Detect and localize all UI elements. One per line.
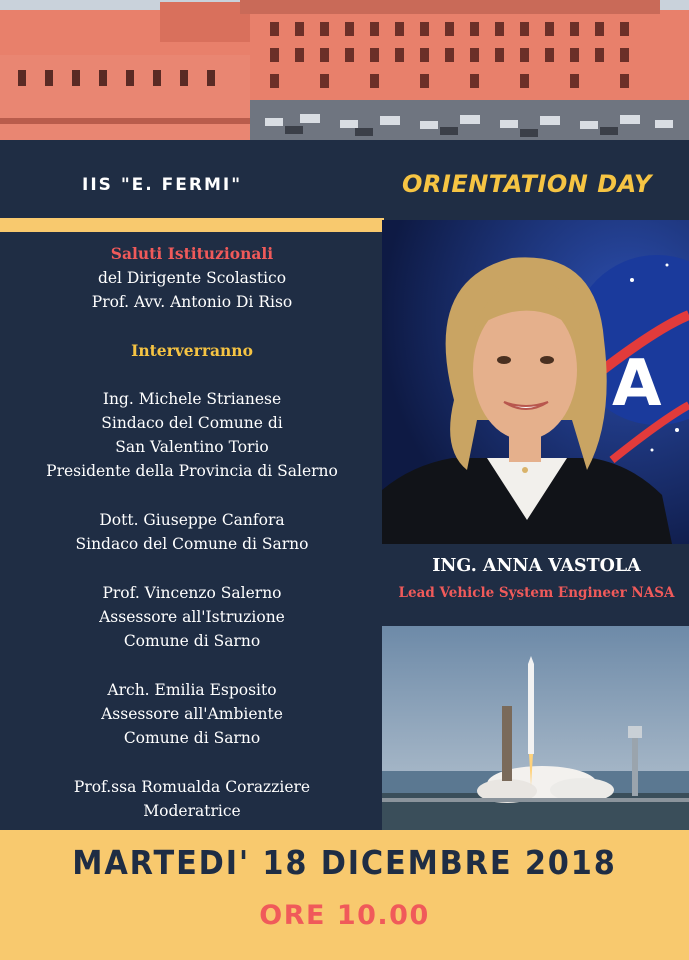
speaker-line: Presidente della Provincia di Salerno xyxy=(46,462,338,480)
guest-name: ING. ANNA VASTOLA xyxy=(432,556,641,576)
rocket-illustration xyxy=(382,626,689,830)
speaker-line: Prof.ssa Romualda Corazziere xyxy=(73,778,311,796)
building-illustration xyxy=(0,0,689,140)
school-name: IIS "E. FERMI" xyxy=(82,175,243,195)
school-building-photo xyxy=(0,0,689,140)
event-date: MARTEDI' 18 DICEMBRE 2018 xyxy=(72,843,617,882)
portrait-illustration xyxy=(382,220,689,544)
rocket-launch-photo xyxy=(382,626,689,830)
speaker-line: Arch. Emilia Esposito xyxy=(107,681,277,699)
guest-portrait xyxy=(382,220,689,544)
greetings-title: Saluti Istituzionali xyxy=(110,244,274,263)
speaker-line: San Valentino Torio xyxy=(115,438,269,456)
program-column xyxy=(0,232,384,830)
speakers-title: Interverranno xyxy=(131,341,253,360)
speaker-line: Dott. Giuseppe Canfora xyxy=(99,511,285,529)
guest-role: Lead Vehicle System Engineer NASA xyxy=(398,585,675,601)
speaker-line: Sindaco del Comune di Sarno xyxy=(75,535,309,553)
svg-text:A: A xyxy=(612,347,662,421)
speaker-line: Prof. Vincenzo Salerno xyxy=(102,584,282,602)
gold-divider xyxy=(0,218,384,232)
speaker-line: Moderatrice xyxy=(143,802,241,820)
speaker-line: Assessore all'Ambiente xyxy=(101,705,283,723)
greetings-line: del Dirigente Scolastico xyxy=(97,269,287,287)
speaker-line: Assessore all'Istruzione xyxy=(99,608,285,626)
event-title: ORIENTATION DAY xyxy=(402,170,652,198)
speaker-line: Comune di Sarno xyxy=(123,729,261,747)
speaker-line: Sindaco del Comune di xyxy=(101,414,283,432)
speaker-line: Comune di Sarno xyxy=(123,632,261,650)
greetings-line: Prof. Avv. Antonio Di Riso xyxy=(91,293,293,311)
event-time: ORE 10.00 xyxy=(259,900,430,931)
speaker-line: Ing. Michele Strianese xyxy=(102,390,282,408)
